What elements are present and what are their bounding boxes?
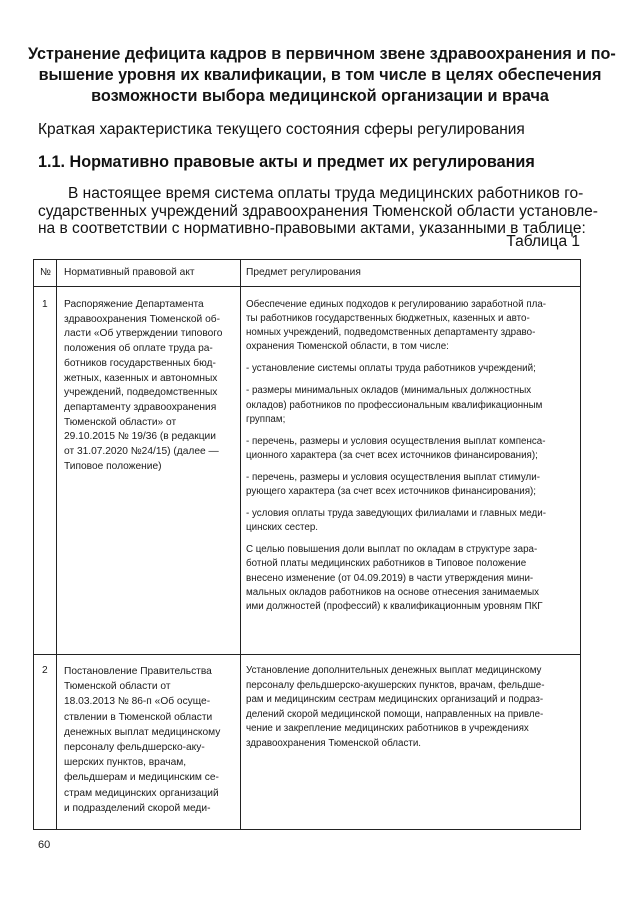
- subject-paragraph: Установление дополнительных денежных выплат медицинскому персоналу фельдшерско-акушерских пунктов, врачам, фельдше- рам и медицинским сестрам медицинских организаций и подраз- делений скорой медицинской помощи, направленных на привле- чение и закрепление медицинских работников в учреждениях здравоохранения Тюменской области.: [246, 665, 545, 749]
- document-title: [28, 44, 616, 107]
- subject-paragraph: - условия оплаты труда заведующих филиалами и главных меди- цинских сестер.: [246, 508, 546, 534]
- row-act: Постановление Правительства Тюменской области от 18.03.2013 № 86-п «Об осуще- ствлении в Тюменской области денежных выплат медицинскому персоналу фельдшерско-аку- шерских пунктов, врачам, фельдшерам и медицинским се- страм медицинских организаций и подразделений скорой меди-: [64, 666, 221, 814]
- subject-paragraph: - перечень, размеры и условия осуществления выплат компенса- ционного характера (за счет всех источников финансирования);: [246, 435, 546, 461]
- section-heading: 1.1. Нормативно правовые акты и предмет их регулирования: [38, 153, 535, 171]
- intro-line: сударственных учреждений здравоохранения Тюменской области установле-: [38, 202, 598, 220]
- table-caption: Таблица 1: [506, 233, 580, 250]
- title-line: вышение уровня их квалификации, в том числе в целях обеспечения: [38, 66, 602, 84]
- title-line: Устранение дефицита кадров в первичном звене здравоохранения и по-: [28, 45, 616, 63]
- intro-paragraph: [38, 185, 596, 238]
- row-number: 1: [42, 299, 48, 310]
- intro-line: В настоящее время система оплаты труда медицинских работников го-: [68, 185, 584, 202]
- subject-paragraph: - перечень, размеры и условия осуществления выплат стимули- рующего характера (за счет всех источников финансирования);: [246, 471, 540, 498]
- row-subject: [246, 298, 546, 622]
- regulation-table: [33, 259, 581, 830]
- row-act: Распоряжение Департамента здравоохранения Тюменской об- ласти «Об утверждении типового положения об оплате труда ра- ботников государственных бюд- жетных, казенных и автономных учреждений, подведомственных департаменту здравоохранения Тюменской области» от 29.10.2015 № 19/36 (в редакции от 31.07.2020 №24/15) (далее — Типовое положение): [64, 299, 223, 472]
- table-column-divider: [56, 260, 57, 829]
- row-number: 2: [42, 665, 48, 676]
- table-column-divider: [240, 260, 241, 829]
- title-line: возможности выбора медицинской организации и врача: [91, 87, 549, 105]
- document-subtitle: Краткая характеристика текущего состояния сферы регулирования: [38, 121, 525, 138]
- header-subject: Предмет регулирования: [246, 267, 361, 278]
- page-number: 60: [38, 839, 51, 851]
- subject-paragraph: С целью повышения доли выплат по окладам в структуре зара- ботной платы медицинских работников в Типовое положение внесено изменение (от 04.09.2019) в части утверждения мини- мальных окладов работников на основе отнесения занимаемых ими должностей (профессий) к квалификационным уровням ПКГ: [246, 544, 543, 612]
- table-row-divider: [34, 654, 580, 655]
- table-row-divider: [34, 286, 580, 287]
- intro-line: на в соответствии с нормативно-правовыми актами, указанными в таблице:: [38, 220, 586, 237]
- subject-paragraph: Обеспечение единых подходов к регулированию заработной пла- ты работников государственных бюджетных, казенных и авто- номных учреждений, подведомственных департаменту здраво- охранения Тюменской области, в том числе:: [246, 299, 547, 353]
- subject-paragraph: - размеры минимальных окладов (минимальных должностных окладов) работников по профессиональным квалификационным группам;: [246, 385, 543, 425]
- header-act: Нормативный правовой акт: [64, 267, 195, 278]
- row-subject: [246, 664, 545, 760]
- header-number: №: [40, 267, 51, 278]
- subject-paragraph: - установление системы оплаты труда работников учреждений;: [246, 363, 536, 375]
